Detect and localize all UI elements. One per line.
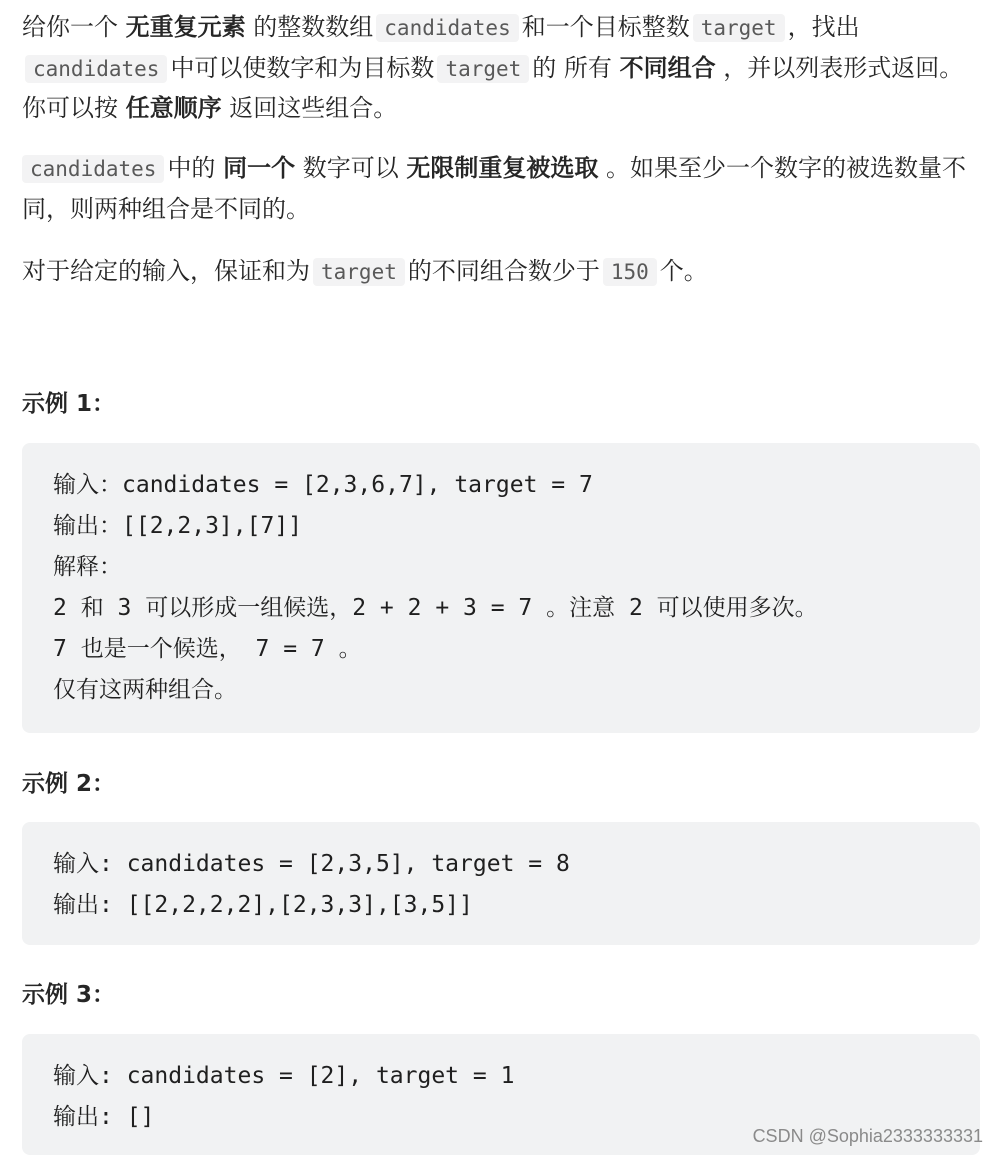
inline-code: target: [437, 55, 529, 83]
text: 的整数数组: [253, 13, 374, 41]
inline-code: target: [313, 258, 405, 286]
text: 中可以使数字和为目标数: [170, 53, 435, 82]
bold-text: 不同组合: [619, 53, 716, 82]
example-1-code-block: [22, 443, 980, 733]
example-3-title: 示例 3：: [22, 982, 116, 1008]
text: ，并以列表形式返回。你可以按: [22, 53, 964, 122]
text: 给你一个: [22, 13, 118, 41]
example-line: 输入: candidates = [2,3,5], target = 8: [53, 851, 570, 877]
example-line: 输入: candidates = [2], target = 1: [53, 1063, 515, 1089]
description-paragraph-2: [22, 149, 980, 229]
example-line: 输出: []: [53, 1104, 155, 1130]
text: 和一个目标整数: [521, 13, 690, 41]
text: 中的: [167, 154, 216, 182]
bold-text: 同一个: [223, 154, 296, 182]
text: 的 所有: [532, 53, 612, 82]
bold-text: 无重复元素: [125, 13, 246, 41]
example-line: 解释：: [53, 554, 122, 580]
description-paragraph-3: [22, 252, 980, 293]
example-2-title: 示例 2：: [22, 771, 116, 797]
text: 数字可以: [302, 154, 399, 182]
example-line: 2 和 3 可以形成一组候选，2 + 2 + 3 = 7 。注意 2 可以使用多次。: [53, 595, 818, 621]
inline-code: target: [693, 14, 785, 42]
bold-text: 无限制重复被选取: [406, 154, 599, 182]
text: 。如果至少一个数字的被选数量不同，则两种组合是不同的。: [22, 154, 966, 223]
text: ，找出: [787, 13, 860, 41]
example-line: 输出：[[2,2,3],[7]]: [53, 513, 303, 539]
example-line: 输出: [[2,2,2,2],[2,3,3],[3,5]]: [53, 892, 473, 918]
description-paragraph-1: [22, 8, 980, 129]
inline-code: candidates: [22, 155, 164, 183]
inline-code: candidates: [376, 14, 518, 42]
inline-code: candidates: [25, 55, 167, 83]
example-1-title: 示例 1：: [22, 391, 116, 417]
text: 个。: [659, 257, 708, 285]
text: 对于给定的输入，保证和为: [22, 257, 310, 285]
example-line: 7 也是一个候选， 7 = 7 。: [53, 636, 362, 662]
inline-code: 150: [603, 258, 657, 286]
example-line: 输入：candidates = [2,3,6,7], target = 7: [53, 472, 593, 498]
text: 返回这些组合。: [229, 94, 398, 122]
csdn-watermark: CSDN @Sophia2333333331: [752, 1126, 983, 1146]
example-2-code-block: [22, 822, 980, 945]
example-line: 仅有这两种组合。: [53, 677, 237, 703]
text: 的不同组合数少于: [407, 257, 600, 285]
bold-text: 任意顺序: [125, 94, 222, 122]
